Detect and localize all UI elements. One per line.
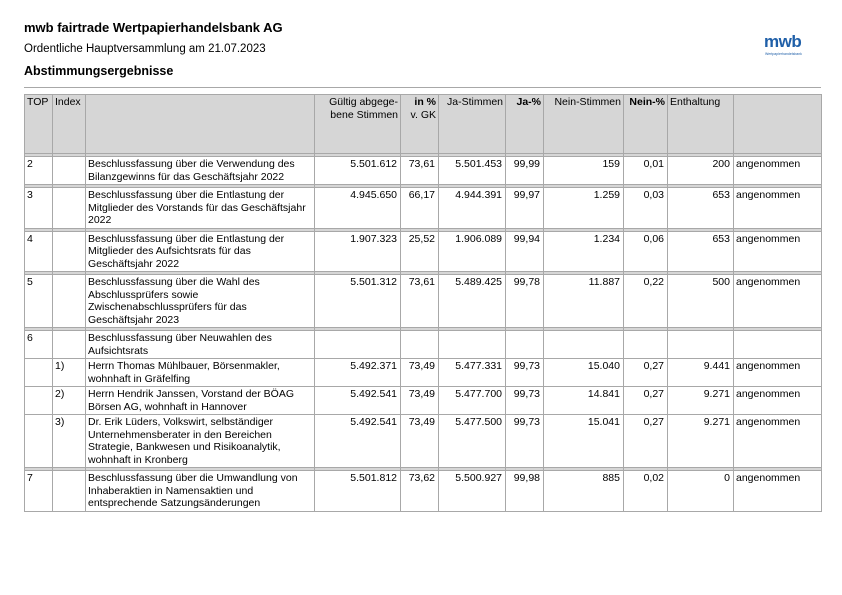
table-cell-gueltig: 5.501.612 [315,157,401,185]
table-cell-enthaltung [668,331,734,359]
table-cell-nein: 15.040 [544,359,624,387]
table-cell-description: Beschlussfassung über die Wahl des Abschlussprüfers sowie Zwischenabschlussprüfers für das Geschäftsjahr 2023 [86,275,315,328]
table-row [25,415,822,468]
table-cell-index: 1) [53,359,86,387]
table-cell-index [53,331,86,359]
logo-mark: mwb [764,32,802,51]
table-cell-index [53,471,86,512]
table-cell-nein-pct: 0,27 [624,387,668,415]
table-row [25,387,822,415]
table-cell-ja: 1.906.089 [439,231,506,272]
page-heading: Abstimmungsergebnisse [24,64,174,78]
table-cell-result [734,331,822,359]
table-cell-top: 3 [25,188,53,229]
meeting-subtitle: Ordentliche Hauptversammlung am 21.07.2023 [24,43,266,55]
table-cell-gueltig: 1.907.323 [315,231,401,272]
table-cell-percent: 73,61 [401,157,439,185]
table-cell-description: Beschlussfassung über die Verwendung des Bilanzgewinns für das Geschäftsjahr 2022 [86,157,315,185]
company-name: mwb fairtrade Wertpapierhandelsbank AG [24,20,283,35]
table-cell-nein: 1.234 [544,231,624,272]
table-cell-nein: 885 [544,471,624,512]
table-cell-description: Dr. Erik Lüders, Volkswirt, selbständiger Unternehmensberater in den Bereichen Strategie, Bankwesen und Risikoanalytik, wohnhaft in Kronberg [86,415,315,468]
table-cell-gueltig: 4.945.650 [315,188,401,229]
table-cell-nein-pct: 0,06 [624,231,668,272]
company-logo [764,33,820,61]
table-cell-result: angenommen [734,471,822,512]
table-cell-percent: 25,52 [401,231,439,272]
col-percent [401,95,439,154]
table-cell-top [25,415,53,468]
table-cell-enthaltung: 0 [668,471,734,512]
table-cell-result: angenommen [734,188,822,229]
table-cell-enthaltung: 200 [668,157,734,185]
table-cell-top: 7 [25,471,53,512]
table-cell-description: Beschlussfassung über Neuwahlen des Aufsichtsrats [86,331,315,359]
table-cell-nein-pct: 0,27 [624,359,668,387]
col-description [86,95,315,154]
table-cell-description: Herrn Hendrik Janssen, Vorstand der BÖAG Börsen AG, wohnhaft in Hannover [86,387,315,415]
table-row [25,275,822,328]
logo-tagline: Wertpapierhandelsbank [765,52,802,56]
table-cell-ja [439,331,506,359]
col-nein-pct: Nein-% [624,95,668,154]
table-cell-index: 3) [53,415,86,468]
table-cell-gueltig: 5.501.312 [315,275,401,328]
table-cell-nein-pct: 0,01 [624,157,668,185]
table-cell-ja-pct: 99,73 [506,387,544,415]
table-cell-ja-pct: 99,78 [506,275,544,328]
table-cell-description: Herrn Thomas Mühlbauer, Börsenmakler, wohnhaft in Gräfelfing [86,359,315,387]
table-row [25,471,822,512]
table-cell-ja-pct: 99,73 [506,415,544,468]
table-cell-description: Beschlussfassung über die Entlastung der Mitglieder des Aufsichtsrats für das Geschäftsjahr 2022 [86,231,315,272]
table-cell-nein-pct: 0,27 [624,415,668,468]
table-cell-ja-pct [506,331,544,359]
table-cell-top [25,387,53,415]
table-cell-index [53,275,86,328]
table-cell-nein: 1.259 [544,188,624,229]
table-cell-percent: 73,61 [401,275,439,328]
table-cell-nein: 159 [544,157,624,185]
table-cell-result: angenommen [734,231,822,272]
table-cell-description: Beschlussfassung über die Umwandlung von Inhaberaktien in Namensaktien und entsprechende Satzungsänderungen [86,471,315,512]
table-cell-gueltig: 5.492.371 [315,359,401,387]
table-cell-percent: 66,17 [401,188,439,229]
table-cell-nein-pct: 0,22 [624,275,668,328]
table-cell-ja-pct: 99,99 [506,157,544,185]
table-row [25,331,822,359]
table-cell-top: 5 [25,275,53,328]
col-percent-label: in % [414,96,436,108]
results-table [24,94,822,512]
table-cell-ja-pct: 99,98 [506,471,544,512]
table-row [25,157,822,185]
table-cell-result: angenommen [734,359,822,387]
table-cell-enthaltung: 9.271 [668,415,734,468]
table-cell-top: 4 [25,231,53,272]
table-cell-index [53,188,86,229]
table-cell-ja: 5.477.331 [439,359,506,387]
col-ja: Ja-Stimmen [439,95,506,154]
header-divider [24,87,821,88]
table-cell-enthaltung: 9.441 [668,359,734,387]
table-cell-ja: 5.477.700 [439,387,506,415]
table-cell-result: angenommen [734,275,822,328]
table-cell-top: 6 [25,331,53,359]
table-cell-ja: 5.500.927 [439,471,506,512]
table-cell-result: angenommen [734,387,822,415]
col-nein: Nein-Stimmen [544,95,624,154]
table-cell-index [53,231,86,272]
col-top: TOP [25,95,53,154]
table-cell-result: angenommen [734,157,822,185]
table-cell-nein-pct: 0,02 [624,471,668,512]
table-cell-nein: 14.841 [544,387,624,415]
table-cell-gueltig: 5.501.812 [315,471,401,512]
table-row [25,231,822,272]
table-cell-enthaltung: 9.271 [668,387,734,415]
table-cell-index: 2) [53,387,86,415]
table-cell-enthaltung: 653 [668,188,734,229]
col-index: Index [53,95,86,154]
table-cell-enthaltung: 653 [668,231,734,272]
table-cell-ja: 5.501.453 [439,157,506,185]
table-cell-result: angenommen [734,415,822,468]
col-percent-sub: v. GK [410,108,436,121]
table-cell-gueltig [315,331,401,359]
table-cell-nein: 11.887 [544,275,624,328]
table-cell-description: Beschlussfassung über die Entlastung der Mitglieder des Vorstands für das Geschäftsjahr 2022 [86,188,315,229]
table-cell-percent: 73,49 [401,387,439,415]
col-ja-pct: Ja-% [506,95,544,154]
table-cell-top: 2 [25,157,53,185]
table-cell-nein [544,331,624,359]
table-cell-index [53,157,86,185]
table-row [25,188,822,229]
table-cell-ja-pct: 99,97 [506,188,544,229]
table-cell-gueltig: 5.492.541 [315,387,401,415]
table-cell-percent: 73,49 [401,359,439,387]
col-result [734,95,822,154]
table-row [25,359,822,387]
table-cell-nein-pct [624,331,668,359]
table-cell-nein: 15.041 [544,415,624,468]
table-cell-ja-pct: 99,73 [506,359,544,387]
table-cell-percent: 73,49 [401,415,439,468]
col-enthaltung: Enthaltung [668,95,734,154]
table-cell-enthaltung: 500 [668,275,734,328]
col-gueltig: Gültig abgege-bene Stimmen [315,95,401,154]
table-cell-gueltig: 5.492.541 [315,415,401,468]
table-cell-percent: 73,62 [401,471,439,512]
table-cell-ja: 5.489.425 [439,275,506,328]
table-cell-ja: 4.944.391 [439,188,506,229]
table-cell-percent [401,331,439,359]
table-cell-ja: 5.477.500 [439,415,506,468]
table-cell-ja-pct: 99,94 [506,231,544,272]
table-cell-nein-pct: 0,03 [624,188,668,229]
table-cell-top [25,359,53,387]
table-header-row [25,95,822,154]
